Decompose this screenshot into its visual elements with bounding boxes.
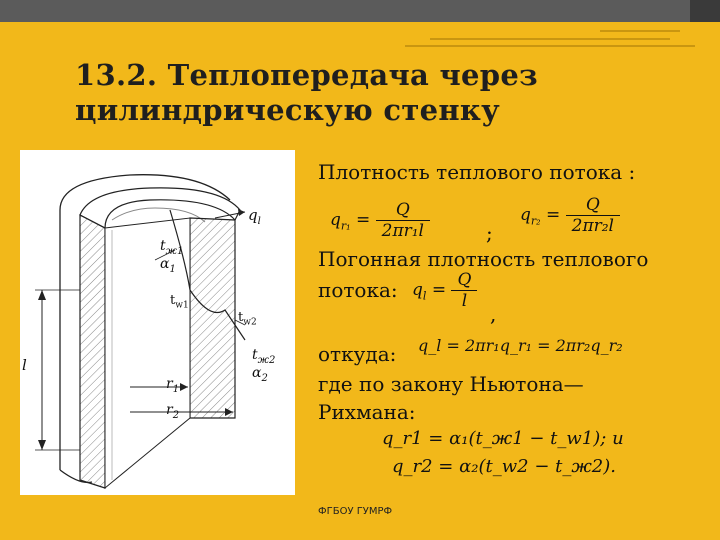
slide-title [75,58,635,128]
text-newton-1: где по закону Ньютона— [318,372,584,396]
text-linear-density-1: Погонная плотность теплового [318,247,649,271]
slide-title-line-2: цилиндрическую стенку [75,93,501,127]
formula-q-r2: $q_{r_2}$ = $\frac{Q}{\text{2πr₂l}}$ [520,195,620,236]
label-alpha2: $\alpha_2$ [252,365,268,384]
label-r1: $r_1$ [166,376,180,395]
decorative-rule [405,45,695,47]
text-newton-2: Рихмана: [318,400,416,424]
label-q-l: $q_l$ [248,206,261,227]
label-alpha1: $\alpha_1$ [160,256,176,275]
inner-surface [105,218,190,488]
text-comma: , [490,302,497,326]
label-r2: $r_2$ [166,402,180,421]
label-l: l [22,356,27,374]
top-bar-accent [690,0,720,22]
formula-q-r1: $q_{r_1}$ = $\frac{Q}{\text{2πr₁l}}$ [330,200,430,241]
label-t-zh2: $t_{ж2}$ [252,347,276,366]
top-bar [0,0,720,22]
cylinder-wall-figure [20,150,295,495]
text-heat-flux-density: Плотность теплового потока : [318,160,636,184]
text-linear-density-2: потока: [318,278,398,302]
decorative-rule [600,30,680,32]
text-whence: откуда: [318,342,397,366]
formula-q-l: $q_l$ = $\frac{Q}{l}$ [412,270,477,311]
decorative-rule [430,38,670,40]
label-t-zh1: $t_{ж1}$ [160,238,184,257]
text-semicolon: ; [486,221,493,245]
formula-ql-relation: q_l = 2πr₁q_r₁ = 2πr₂q_r₂ [418,336,623,355]
label-t-w2: $t_{w2}$ [238,310,257,328]
footer-text: ФГБОУ ГУМРФ [318,506,393,517]
cut-face-left [80,215,105,488]
formula-newton-2: q_r2 = α₂(t_w2 − t_ж2). [392,456,617,477]
slide-title-line-1: 13.2. Теплопередача через [75,58,538,92]
formula-newton-1: q_r1 = α₁(t_ж1 − t_w1); и [382,428,624,449]
label-t-w1: $t_{w1}$ [170,293,189,311]
cut-face-right [190,218,235,418]
